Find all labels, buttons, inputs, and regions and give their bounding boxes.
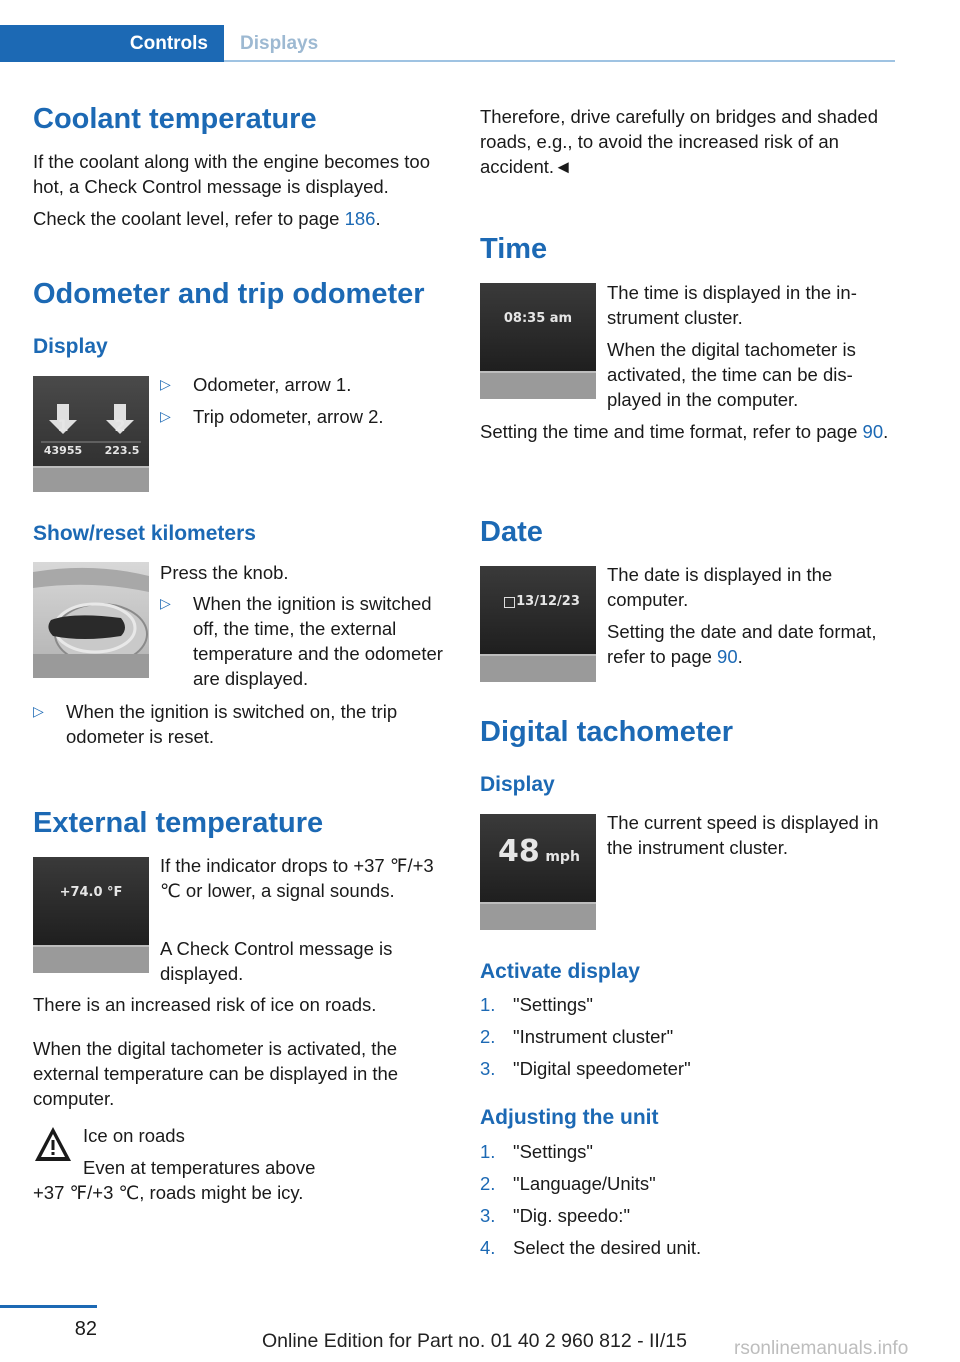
page-header [0,25,895,62]
heading-coolant-temperature: Coolant temperature [33,103,317,135]
watermark: rsonlinemanuals.info [734,1338,909,1359]
heading-date: Date [480,516,543,548]
time-readout: 08:35 am [503,311,573,326]
trip-value: 223.5 [104,444,140,457]
speed-image [480,814,596,930]
date-refer-paragraph: Setting the date and date format, refer to page 90. [607,621,877,667]
list-item: ▷ When the ignition is switched off, the time, the external temperature and the odometer are displayed. [160,593,443,689]
external-temp-image [33,857,149,973]
heading-activate-display: Activate display [480,960,640,983]
date-paragraph-1: The date is displayed in the computer. [607,564,833,610]
triangle-bullet-icon: ▷ [160,376,171,392]
page-link-186[interactable]: 186 [344,208,376,229]
external-temp-readout: +74.0 °F [59,885,123,900]
heading-digital-tachometer: Digital tachometer [480,716,733,748]
heading-odometer-display: Display [33,335,108,358]
list-item: ▷ When the ignition is switched on, the trip odometer is reset. [33,701,398,747]
coolant-paragraph: If the coolant along with the engine becomes too hot, a Check Control message is displayed. [33,151,430,197]
tab-controls[interactable]: Controls [0,25,224,62]
warning-text-line-1: Even at temperatures above [83,1157,316,1178]
time-refer-paragraph: Setting the time and time format, refer to page 90. [480,421,889,442]
warning-title: Ice on roads [83,1125,185,1146]
heading-external-temperature: External temperature [33,807,324,839]
page-link-90[interactable]: 90 [717,646,738,667]
external-paragraph-1: If the indicator drops to +37 ℉/+3 ℃ or lower, a signal sounds. [160,855,434,901]
triangle-bullet-icon: ▷ [33,703,44,719]
heading-tacho-display: Display [480,773,555,796]
reset-paragraph: Press the knob. [160,562,289,583]
tab-displays[interactable]: Displays [240,33,319,54]
odometer-image [33,376,149,492]
time-paragraph-2: When the digital tachometer is activated, the time can be displayed in the computer. [607,339,856,410]
date-image [480,566,596,682]
warning-continuation: Therefore, drive carefully on bridges and shaded roads, e.g., to avoid the increased risk of an accident.◄ [480,106,878,177]
heading-odometer: Odometer and trip odometer [33,278,425,310]
warning-icon [33,1124,73,1164]
triangle-bullet-icon: ▷ [160,408,171,424]
arrow-2-label: 2 [114,416,126,435]
triangle-bullet-icon: ▷ [160,595,171,611]
edition-note: Online Edition for Part no. 01 40 2 960 812 - II/15 [262,1330,687,1352]
knob-graphic [33,562,149,678]
warning-text-line-2: +37 ℉/+3 ℃, roads might be icy. [33,1182,304,1203]
speed-unit: mph [545,849,580,865]
external-paragraph-4: When the digital tachometer is activated, the external temperature can be displayed in the computer. [33,1038,399,1109]
tacho-paragraph: The current speed is displayed in the instrument cluster. [607,812,879,858]
footer-rule [0,1305,97,1308]
page-number: 82 [74,1318,97,1340]
coolant-refer-paragraph: Check the coolant level, refer to page 186. [33,208,381,229]
time-image [480,283,596,399]
heading-show-reset: Show/reset kilometers [33,522,256,545]
knob-image [33,562,149,678]
date-readout: 13/12/23 [516,594,580,609]
speed-value: 48 [498,834,540,869]
external-paragraph-2: A Check Control message is displayed. [160,938,393,984]
odometer-value: 43955 [43,444,83,457]
external-paragraph-3: There is an increased risk of ice on roads. [33,994,377,1015]
heading-time: Time [480,233,548,265]
heading-adjusting-unit: Adjusting the unit [480,1106,659,1129]
arrow-1-label: 1 [57,416,69,435]
time-paragraph-1: The time is displayed in the instrument cluster. [607,282,857,328]
page-link-90[interactable]: 90 [862,421,884,442]
